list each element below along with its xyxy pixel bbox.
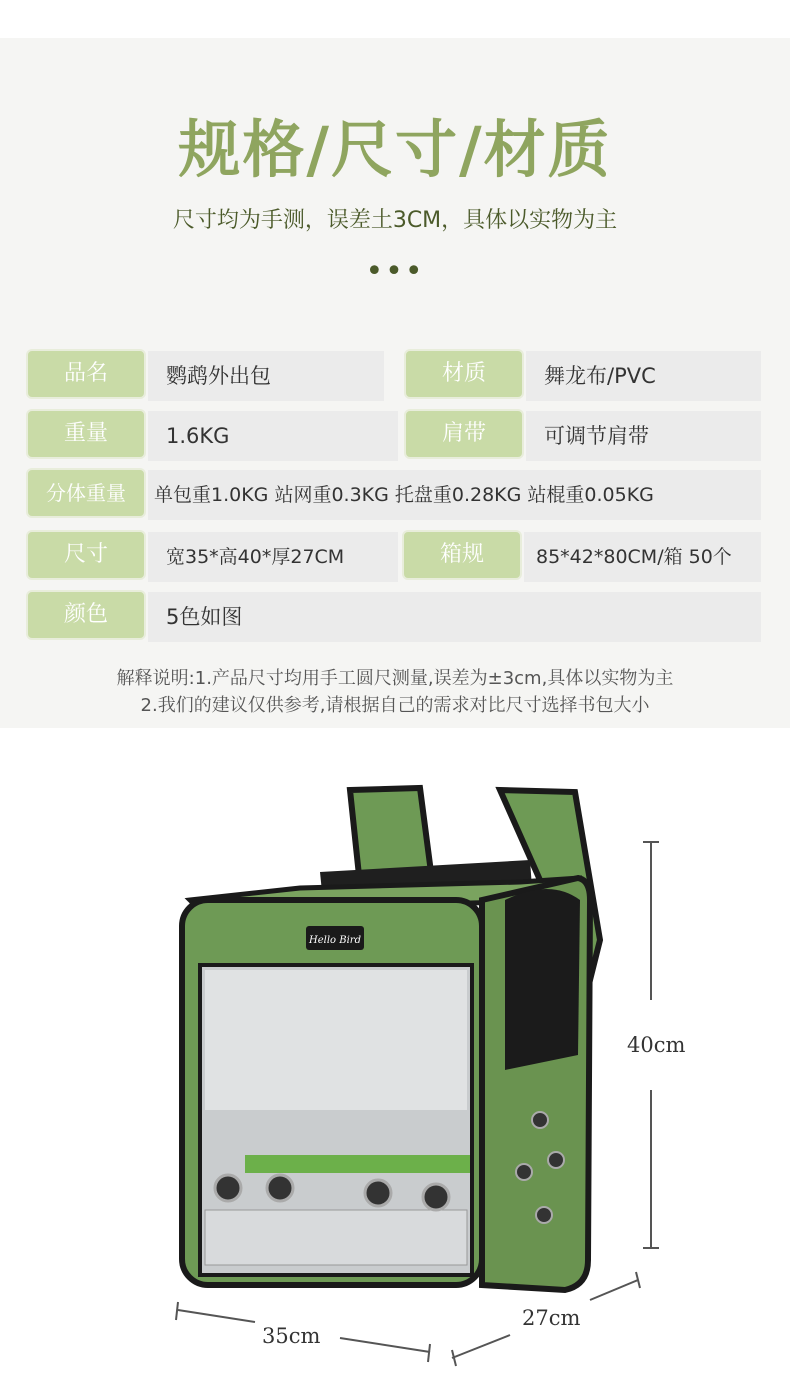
depth-dimension-line (590, 1280, 638, 1300)
vent-hole (267, 1175, 293, 1201)
vent-hole (365, 1180, 391, 1206)
spec-label-split-weight: 分体重量 (26, 468, 146, 518)
spec-label-strap: 肩带 (404, 409, 524, 459)
spec-value-name: 鹦鹉外出包 (148, 351, 384, 401)
vent-hole (532, 1112, 548, 1128)
brand-tag-text: Hello Bird (309, 935, 361, 946)
spec-table (0, 340, 790, 650)
vent-hole (423, 1184, 449, 1210)
tray (205, 1210, 467, 1265)
vent-hole (536, 1207, 552, 1223)
spec-label-box: 箱规 (402, 530, 522, 580)
width-dimension-line (340, 1338, 430, 1352)
perch-bar (245, 1155, 470, 1173)
dimension-tick (428, 1344, 430, 1362)
spec-value-color: 5色如图 (148, 592, 761, 642)
vent-hole (215, 1175, 241, 1201)
dimension-tick (176, 1302, 178, 1320)
spec-label-material: 材质 (404, 349, 524, 399)
note-line-1: 解释说明:1.产品尺寸均用手工圆尺测量,误差为±3cm,具体以实物为主 (116, 668, 674, 689)
height-dimension-label: 40cm (627, 1033, 686, 1057)
spec-value-material: 舞龙布/PVC (526, 351, 761, 401)
divider-dots: ••• (365, 254, 425, 289)
spec-label-name: 品名 (26, 349, 146, 399)
spec-label-color: 颜色 (26, 590, 146, 640)
side-mesh (505, 889, 580, 1070)
depth-dimension-label: 27cm (522, 1306, 581, 1330)
spec-label-weight: 重量 (26, 409, 146, 459)
spec-value-strap: 可调节肩带 (526, 411, 761, 461)
page-title: 规格/尺寸/材质 (178, 113, 612, 186)
note-line-2: 2.我们的建议仅供参考,请根据自己的需求对比尺寸选择书包大小 (140, 695, 650, 716)
spec-value-box: 85*42*80CM/箱 50个 (524, 532, 761, 582)
inner-mesh (205, 970, 467, 1110)
page-subtitle: 尺寸均为手测，误差土3CM，具体以实物为主 (172, 208, 618, 233)
depth-dimension-line (452, 1335, 510, 1358)
spec-label-size: 尺寸 (26, 530, 146, 580)
vent-hole (548, 1152, 564, 1168)
spec-value-size: 宽35*高40*厚27CM (148, 532, 398, 582)
spec-value-split-weight: 单包重1.0KG 站网重0.3KG 托盘重0.28KG 站棍重0.05KG (148, 470, 761, 520)
bird-carrier-backpack-image (0, 760, 790, 1380)
spec-value-weight: 1.6KG (148, 411, 398, 461)
vent-hole (516, 1164, 532, 1180)
width-dimension-line (178, 1310, 255, 1322)
width-dimension-label: 35cm (262, 1324, 321, 1348)
